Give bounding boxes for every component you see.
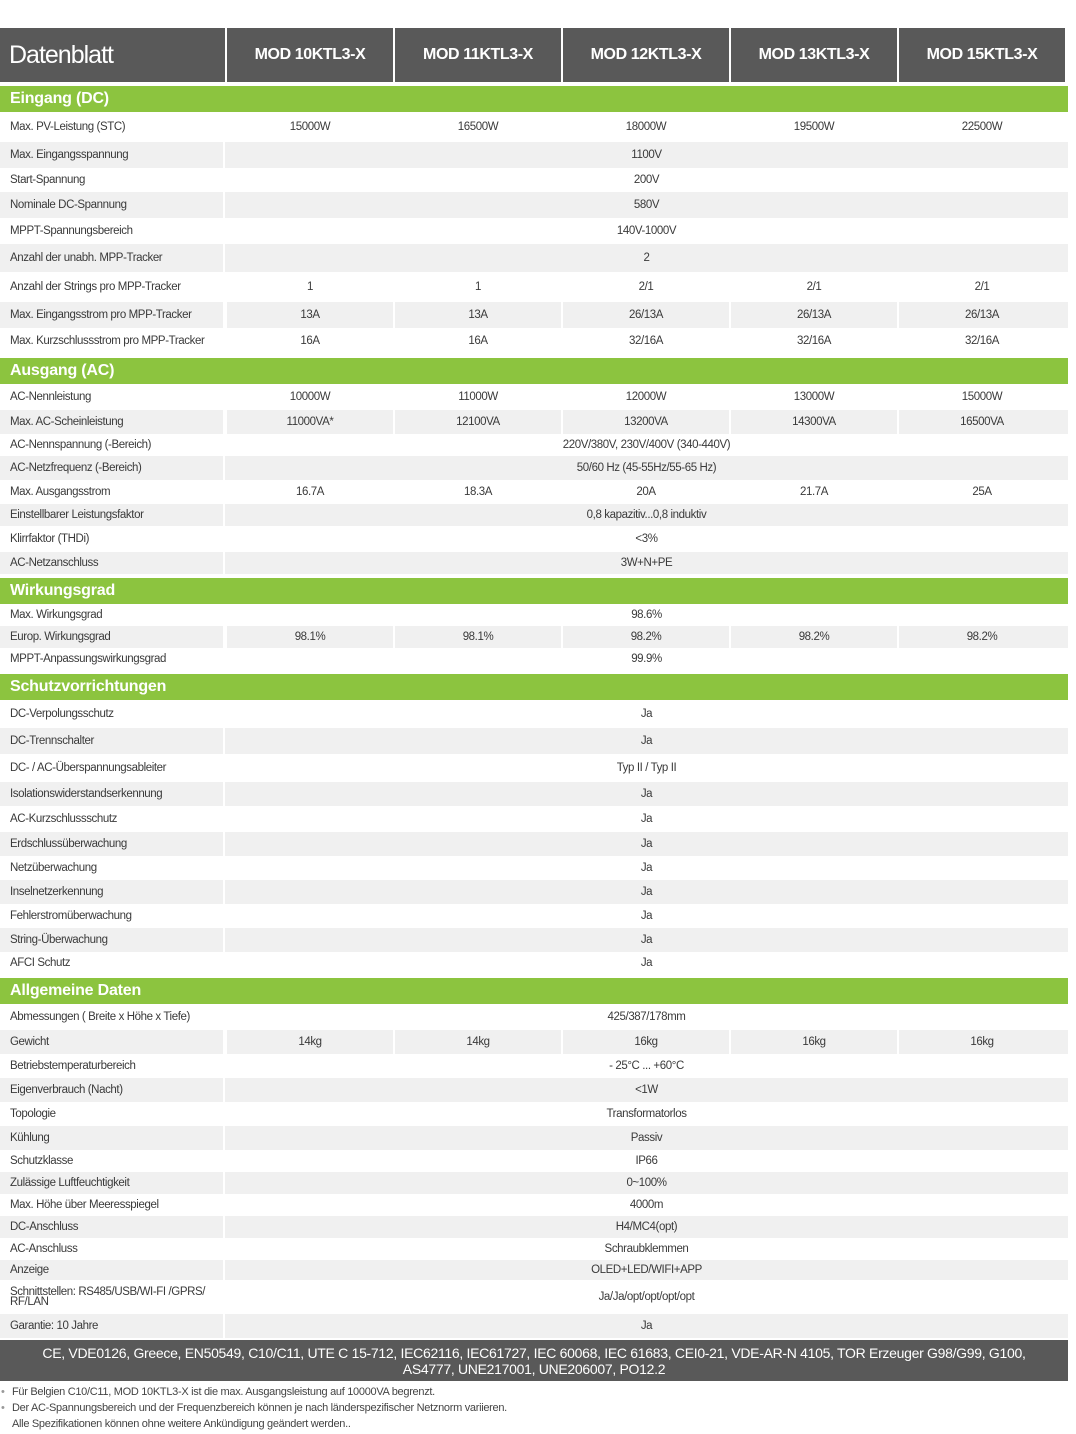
table-row (0, 1314, 1068, 1338)
section-title: Allgemeine Daten (0, 978, 1068, 1004)
value-cell-span: 0~100% (626, 1177, 667, 1189)
value-cell: 98.1% (393, 626, 561, 648)
table-row (0, 168, 1068, 192)
table-row (0, 728, 1068, 754)
value-cell-span: Ja (640, 886, 653, 898)
table-row (0, 192, 1068, 218)
value-cell-span: 3W+N+PE (620, 557, 673, 569)
table-row (0, 410, 1068, 434)
value-cell-span: 99.9% (631, 653, 662, 665)
value-cell-span: <3% (635, 533, 658, 545)
row-label: Max. Ausgangsstrom (0, 480, 225, 504)
section-title: Ausgang (AC) (0, 358, 1068, 384)
value-cell-span: Passiv (630, 1132, 663, 1144)
footnote: • Für Belgien C10/C11, MOD 10KTL3-X ist die max. Ausgangsleistung auf 10000VA begrenzt. (1, 1386, 435, 1398)
value-cell-span: 140V-1000V (616, 225, 677, 237)
row-label: Max. Eingangsstrom pro MPP-Tracker (0, 302, 225, 328)
value-cell-span: <1W (635, 1084, 658, 1096)
row-label: Kühlung (0, 1126, 225, 1150)
footnote-text: Alle Spezifikationen können ohne weitere Ankündigung geändert werden.. (12, 1418, 351, 1430)
table-row (0, 218, 1068, 244)
value-cell-span: 0,8 kapazitiv...0,8 induktiv (586, 509, 707, 521)
table-row (0, 1238, 1068, 1260)
value-cell: 14kg (225, 1030, 393, 1054)
value-cell-span: IP66 (635, 1155, 658, 1167)
table-row (0, 1150, 1068, 1172)
table-row (0, 1078, 1068, 1102)
table-row (0, 1102, 1068, 1126)
value-cell: 20A (561, 480, 729, 504)
table-row (0, 1054, 1068, 1078)
footnote-text: Der AC-Spannungsbereich und der Frequenzbereich können je nach länderspezifischer Netznorm variieren. (12, 1402, 507, 1414)
value-cell: 14300VA (729, 410, 897, 434)
footnote: • Der AC-Spannungsbereich und der Frequenzbereich können je nach länderspezifischer Netznorm variieren. (1, 1402, 507, 1414)
value-cell: 16kg (561, 1030, 729, 1054)
row-label: Schutzklasse (0, 1150, 225, 1172)
row-label: Gewicht (0, 1030, 225, 1054)
value-cell-span: Schraubklemmen (604, 1243, 689, 1255)
row-label: Einstellbarer Leistungsfaktor (0, 504, 225, 526)
row-label: AC-Nennleistung (0, 384, 225, 410)
value-cell-span: Typ II / Typ II (616, 762, 677, 774)
value-cell: 32/16A (561, 328, 729, 354)
value-cell-span: Ja (640, 1320, 653, 1332)
footnote-text: Für Belgien C10/C11, MOD 10KTL3-X ist die max. Ausgangsleistung auf 10000VA begrenzt. (12, 1386, 435, 1398)
table-row (0, 244, 1068, 272)
table-row (0, 806, 1068, 832)
row-label: Max. Kurzschlussstrom pro MPP-Tracker (0, 328, 225, 354)
value-cell-span: 580V (633, 199, 660, 211)
datasheet-title: Datenblatt (0, 28, 225, 82)
table-row (0, 1172, 1068, 1194)
table-row (0, 526, 1068, 552)
value-cell: 11000VA* (225, 410, 393, 434)
value-cell: 26/13A (897, 302, 1065, 328)
row-label: Anzahl der Strings pro MPP-Tracker (0, 272, 225, 302)
table-row (0, 832, 1068, 856)
value-cell-span: 200V (633, 174, 660, 186)
value-cell-span: Ja (640, 957, 653, 969)
value-cell: 2/1 (561, 272, 729, 302)
model-header: MOD 15KTL3-X (899, 28, 1065, 82)
datasheet-table (0, 28, 1068, 1381)
value-cell-span: Ja (640, 708, 653, 720)
table-row (0, 272, 1068, 302)
value-cell: 19500W (729, 112, 897, 142)
value-cell: 15000W (897, 384, 1065, 410)
value-cell: 16500W (393, 112, 561, 142)
table-row (0, 1126, 1068, 1150)
table-row (0, 434, 1068, 456)
value-cell: 2/1 (729, 272, 897, 302)
row-label: Schnittstellen: RS485/USB/WI-FI /GPRS/ RF/LAN (0, 1280, 225, 1314)
row-label: Anzeige (0, 1260, 225, 1280)
table-row (0, 480, 1068, 504)
value-cell-span: 425/387/178mm (607, 1011, 686, 1023)
row-label: Anzahl der unabh. MPP-Tracker (0, 244, 225, 272)
model-header: MOD 13KTL3-X (731, 28, 897, 82)
value-cell-span: Ja (640, 813, 653, 825)
value-cell-span: Ja (640, 788, 653, 800)
row-label: Betriebstemperaturbereich (0, 1054, 225, 1078)
table-row (0, 504, 1068, 526)
table-row (0, 1280, 1068, 1314)
value-cell: 13A (225, 302, 393, 328)
value-cell-span: 220V/380V, 230V/400V (340-440V) (562, 439, 731, 451)
row-label: Europ. Wirkungsgrad (0, 626, 225, 648)
row-label: Fehlerstromüberwachung (0, 904, 225, 928)
value-cell: 12000W (561, 384, 729, 410)
value-cell: 25A (897, 480, 1065, 504)
table-row (0, 456, 1068, 480)
value-cell-span: 1100V (631, 149, 662, 161)
table-row (0, 904, 1068, 928)
value-cell: 32/16A (729, 328, 897, 354)
table-row (0, 552, 1068, 574)
row-label: Topologie (0, 1102, 225, 1126)
table-row (0, 302, 1068, 328)
value-cell-span: Ja (640, 838, 653, 850)
row-label: Nominale DC-Spannung (0, 192, 225, 218)
table-row (0, 880, 1068, 904)
table-row (0, 648, 1068, 670)
row-label: DC-Trennschalter (0, 728, 225, 754)
model-header: MOD 11KTL3-X (395, 28, 561, 82)
value-cell: 13000W (729, 384, 897, 410)
row-label: AC-Nennspannung (-Bereich) (0, 434, 225, 456)
table-row (0, 604, 1068, 626)
row-label: Netzüberwachung (0, 856, 225, 880)
value-cell: 21.7A (729, 480, 897, 504)
value-cell: 98.1% (225, 626, 393, 648)
value-cell: 1 (225, 272, 393, 302)
value-cell: 26/13A (561, 302, 729, 328)
value-cell: 13200VA (561, 410, 729, 434)
model-header: MOD 12KTL3-X (563, 28, 729, 82)
table-row (0, 1030, 1068, 1054)
value-cell-span: Ja (640, 735, 653, 747)
value-cell: 98.2% (897, 626, 1065, 648)
table-row (0, 1216, 1068, 1238)
row-label: Abmessungen ( Breite x Höhe x Tiefe) (0, 1004, 225, 1030)
value-cell: 22500W (897, 112, 1065, 142)
value-cell: 14kg (393, 1030, 561, 1054)
table-row (0, 1004, 1068, 1030)
model-header: MOD 10KTL3-X (227, 28, 393, 82)
table-row (0, 700, 1068, 728)
table-body (0, 86, 1068, 1338)
row-label: Start-Spannung (0, 168, 225, 192)
value-cell: 1 (393, 272, 561, 302)
row-label: Klirrfaktor (THDi) (0, 526, 225, 552)
table-row (0, 1260, 1068, 1280)
row-label: DC-Verpolungsschutz (0, 700, 225, 728)
table-row (0, 142, 1068, 168)
row-label: Erdschlussüberwachung (0, 832, 225, 856)
value-cell-span: Ja (640, 934, 653, 946)
value-cell: 11000W (393, 384, 561, 410)
row-label: AC-Netzfrequenz (-Bereich) (0, 456, 225, 480)
row-label: String-Überwachung (0, 928, 225, 952)
value-cell-span: 98.6% (631, 609, 662, 621)
footnote (0, 1416, 507, 1432)
value-cell-span: 50/60 Hz (45-55Hz/55-65 Hz) (576, 462, 717, 474)
value-cell: 16.7A (225, 480, 393, 504)
value-cell: 2/1 (897, 272, 1065, 302)
value-cell: 26/13A (729, 302, 897, 328)
row-label: Zulässige Luftfeuchtigkeit (0, 1172, 225, 1194)
value-cell-span: Ja/Ja/opt/opt/opt/opt (598, 1291, 695, 1303)
value-cell: 15000W (225, 112, 393, 142)
value-cell-span: 2 (643, 252, 650, 264)
section-title: Schutzvorrichtungen (0, 674, 1068, 700)
value-cell: 16A (225, 328, 393, 354)
row-label: AC-Kurzschlussschutz (0, 806, 225, 832)
row-label: Max. AC-Scheinleistung (0, 410, 225, 434)
value-cell-span: - 25°C ... +60°C (609, 1060, 684, 1072)
table-row (0, 928, 1068, 952)
value-cell-span: H4/MC4(opt) (615, 1221, 678, 1233)
row-label: DC-Anschluss (0, 1216, 225, 1238)
value-cell: 16500VA (897, 410, 1065, 434)
row-label: Max. Höhe über Meeresspiegel (0, 1194, 225, 1216)
value-cell: 16kg (729, 1030, 897, 1054)
table-row (0, 328, 1068, 354)
value-cell-span: 4000m (629, 1199, 664, 1211)
table-row (0, 952, 1068, 974)
table-header (0, 28, 1068, 82)
row-label: Max. PV-Leistung (STC) (0, 112, 225, 142)
table-row (0, 782, 1068, 806)
table-row (0, 384, 1068, 410)
value-cell-span: Ja (640, 862, 653, 874)
row-label: Eigenverbrauch (Nacht) (0, 1078, 225, 1102)
row-label: Isolationswiderstandserkennung (0, 782, 225, 806)
table-row (0, 754, 1068, 782)
row-label: AFCI Schutz (0, 952, 225, 974)
value-cell: 18.3A (393, 480, 561, 504)
row-label: AC-Netzanschluss (0, 552, 225, 574)
row-label: AC-Anschluss (0, 1238, 225, 1260)
row-label: MPPT-Spannungsbereich (0, 218, 225, 244)
value-cell-span: Transformatorlos (606, 1108, 687, 1120)
table-row (0, 112, 1068, 142)
value-cell-span: OLED+LED/WIFI+APP (591, 1264, 702, 1276)
value-cell: 98.2% (561, 626, 729, 648)
value-cell: 13A (393, 302, 561, 328)
row-label: Inselnetzerkennung (0, 880, 225, 904)
footnotes (0, 1384, 507, 1432)
value-cell-span: Ja (640, 910, 653, 922)
value-cell: 16kg (897, 1030, 1065, 1054)
row-label: Garantie: 10 Jahre (0, 1314, 225, 1338)
table-row (0, 1194, 1068, 1216)
value-cell: 12100VA (393, 410, 561, 434)
section-title: Eingang (DC) (0, 86, 1068, 112)
value-cell: 32/16A (897, 328, 1065, 354)
value-cell: 10000W (225, 384, 393, 410)
row-label: Max. Wirkungsgrad (0, 604, 225, 626)
certifications-bar: CE, VDE0126, Greece, EN50549, C10/C11, UTE C 15-712, IEC62116, IEC61727, IEC 60068, IEC 61683, CEI0-21, VDE-AR-N 4105, TOR Erzeuger G98/G99, G100, AS4777, UNE217001, UNE206007, PO12.2 (0, 1340, 1068, 1381)
table-row (0, 856, 1068, 880)
row-label: DC- / AC-Überspannungsableiter (0, 754, 225, 782)
value-cell: 18000W (561, 112, 729, 142)
table-row (0, 626, 1068, 648)
value-cell: 98.2% (729, 626, 897, 648)
row-label: Max. Eingangsspannung (0, 142, 225, 168)
value-cell: 16A (393, 328, 561, 354)
row-label: MPPT-Anpassungswirkungsgrad (0, 648, 225, 670)
section-title: Wirkungsgrad (0, 578, 1068, 604)
